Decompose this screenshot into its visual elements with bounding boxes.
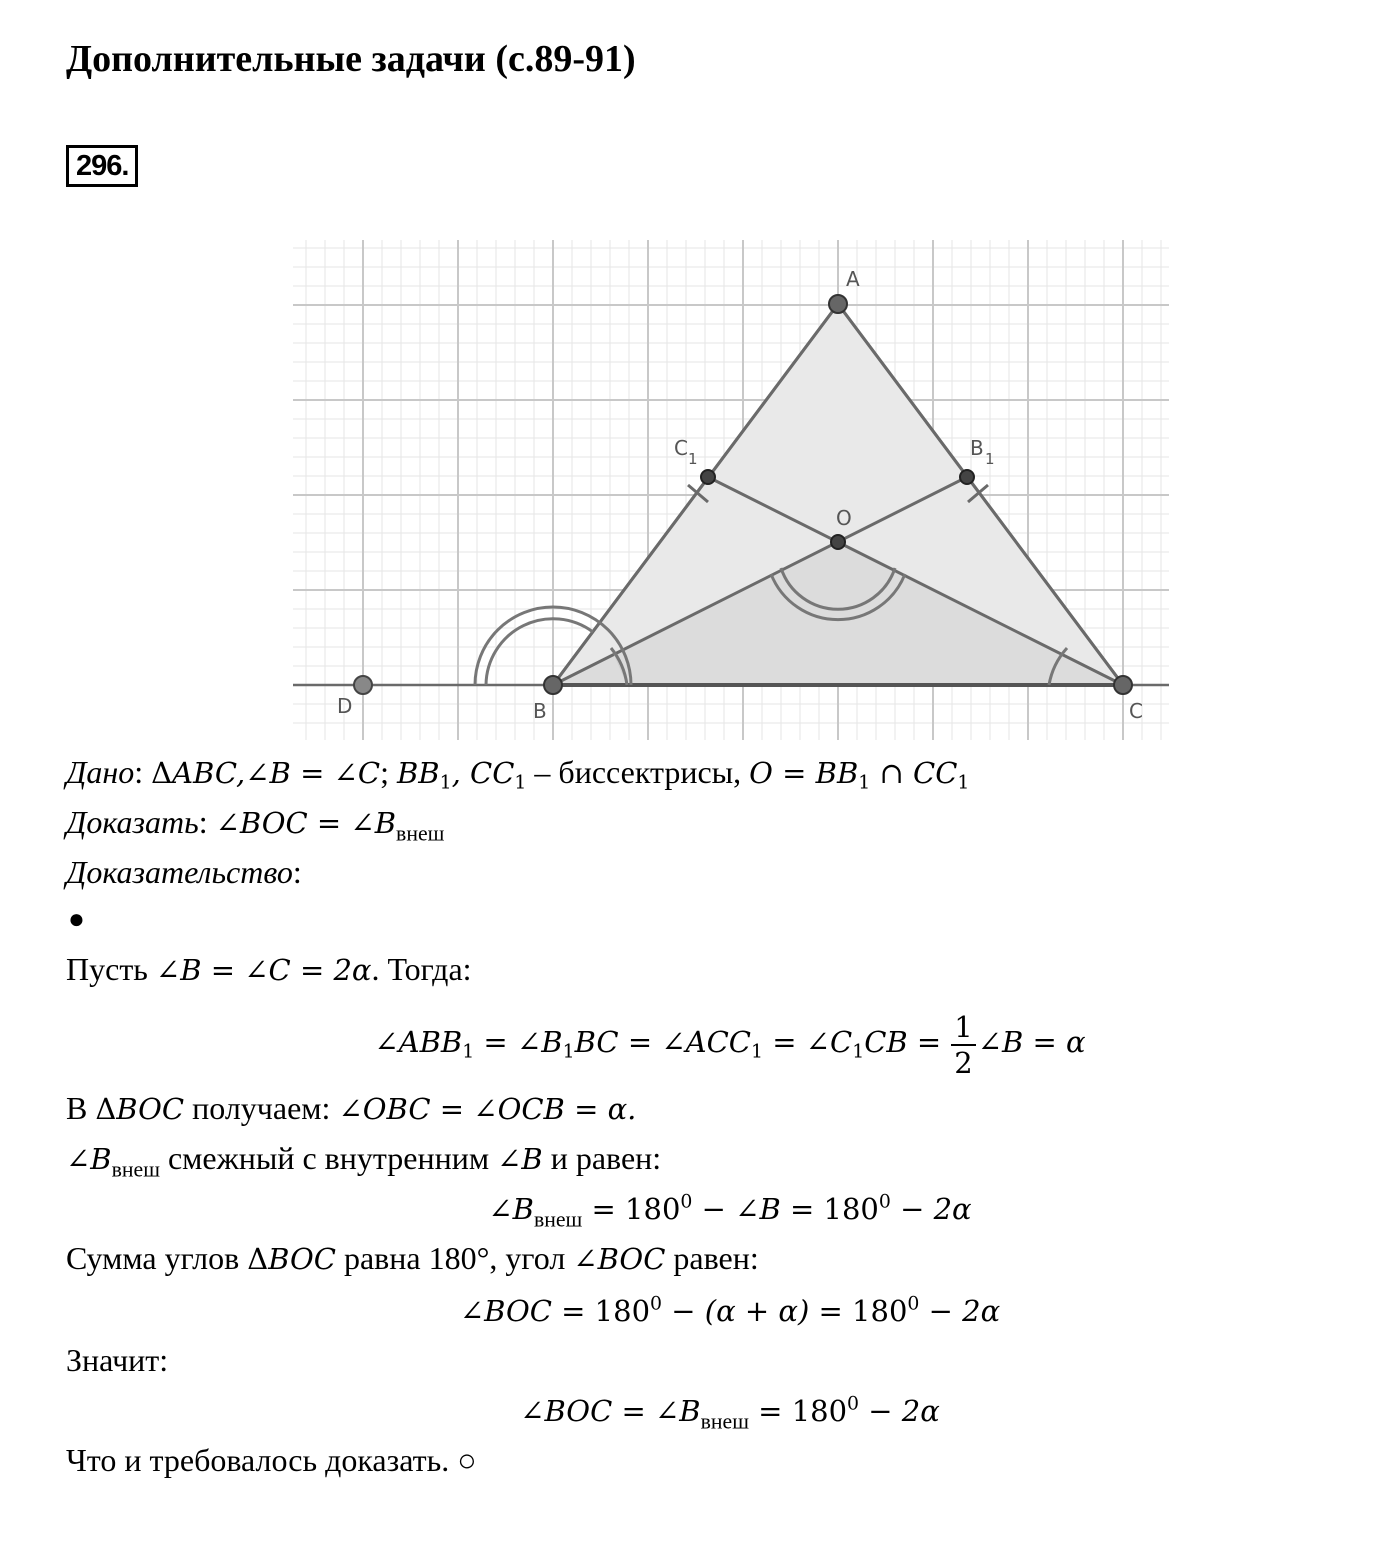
equation-conclusion: ∠BOC = $\angle B_{внеш} = 180^0 - 2\alpha$ — [520, 1393, 940, 1434]
point-c — [1114, 676, 1132, 694]
prove-line: Доказать: ∠BOC = $\angle B_{внеш}$ — [66, 804, 445, 846]
label-b1: B — [970, 436, 984, 460]
sum-line: Сумма углов ΔBOC равна 180°, угол ∠BOC равен: — [66, 1240, 759, 1276]
problem-number: 296. — [66, 145, 138, 187]
equation-boc: ∠BOC = $180^0 - (\alpha + \alpha) = 180^0 - 2\alpha$ — [459, 1293, 1001, 1328]
label-o: O — [836, 506, 852, 530]
triangle-figure — [293, 240, 1169, 740]
in-boc-line: В ΔBOC получаем: ∠OBC = ∠OCB = α. — [66, 1090, 637, 1126]
label-a: A — [846, 267, 860, 291]
equation-half-angles: $\angle ABB_1$ = $\angle B_1BC$ = $\angle ACC_1$ = $\angle C_1CB$ = $\frac{1}{2}$ ∠B = α — [374, 1009, 1086, 1080]
label-c1: C — [674, 436, 688, 460]
label-d: D — [337, 694, 353, 718]
adjacent-line: $\angle B_{внеш}$ смежный с внутренним ∠B и равен: — [66, 1140, 662, 1182]
point-b — [544, 676, 562, 694]
bullet: ● — [68, 904, 85, 935]
point-o — [831, 535, 845, 549]
label-c: C — [1129, 699, 1143, 723]
therefore-line: Значит: — [66, 1342, 169, 1378]
let-line: Пусть ∠B = ∠C = 2α. Тогда: — [66, 951, 472, 987]
point-d — [354, 676, 372, 694]
given-bisectors: биссектрисы, — [558, 754, 742, 790]
given-label: Дано — [66, 754, 135, 790]
prove-label: Доказать — [66, 804, 199, 840]
label-b: B — [533, 699, 547, 723]
equation-exterior: $\angle B_{внеш} = 180^0$ − ∠B = $180^0 - 2\alpha$ — [488, 1191, 972, 1232]
proof-label-line: Доказательство: — [66, 854, 302, 890]
given-line: Дано: ΔABC,∠B = ∠C; $BB_1$, $CC_1$ – биссектрисы, $O = BB_1$ ∩ $CC_1$ — [66, 754, 970, 794]
qed-line: Что и требовалось доказать. ○ — [66, 1442, 477, 1478]
point-a — [829, 295, 847, 313]
point-c1 — [701, 470, 715, 484]
label-c1-sub: 1 — [688, 450, 698, 468]
fraction-half: $\frac{1}{2}$ — [951, 1010, 975, 1080]
page-title: Дополнительные задачи (с.89-91) — [66, 38, 636, 80]
proof-label: Доказательство — [66, 854, 293, 890]
label-b1-sub: 1 — [985, 450, 995, 468]
point-b1 — [960, 470, 974, 484]
